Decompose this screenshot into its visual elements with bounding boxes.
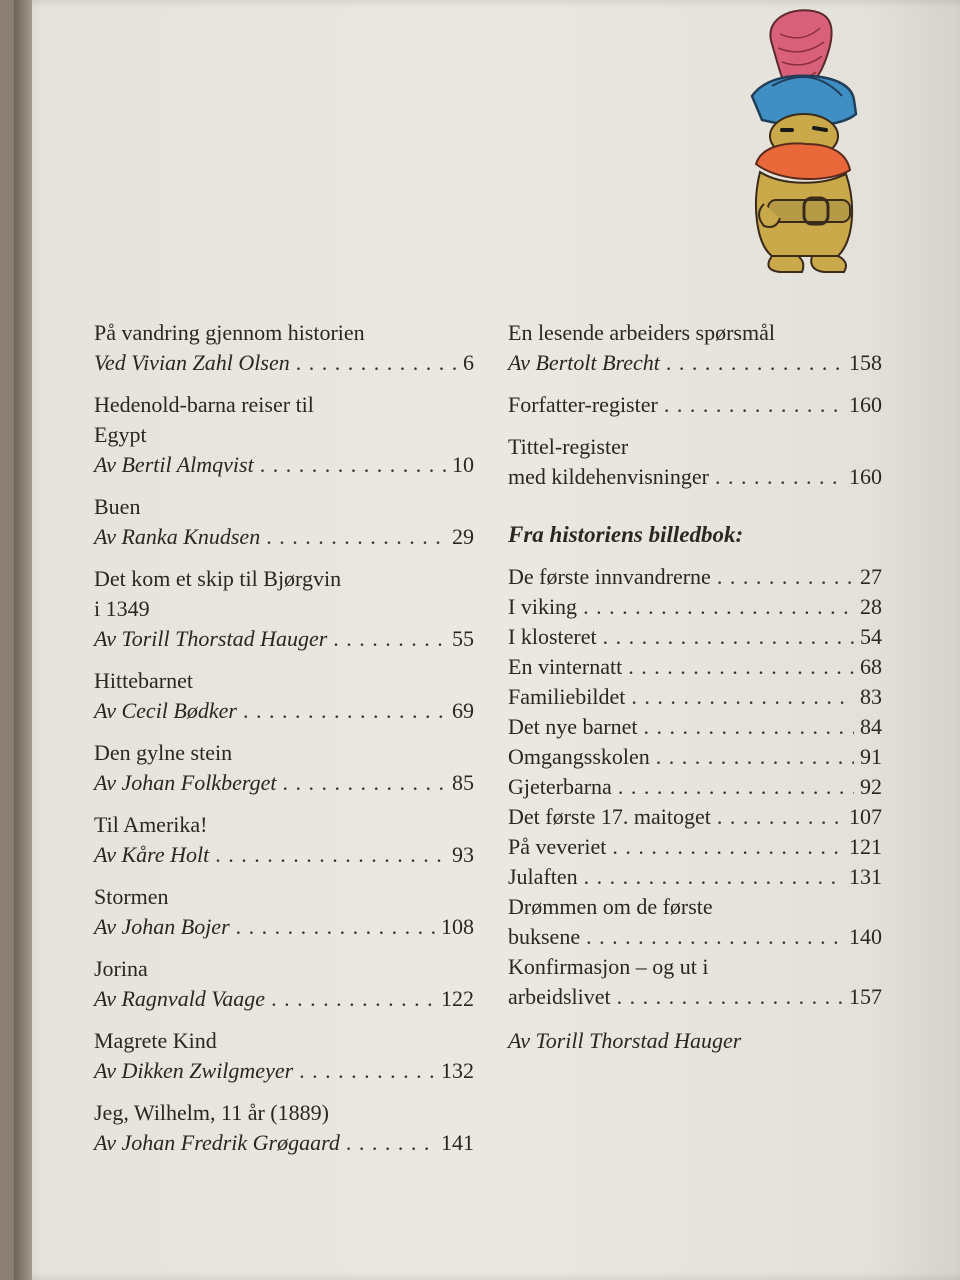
entry-author: Av Kåre Holt — [94, 842, 210, 867]
entry-title: Den gylne stein — [94, 740, 233, 765]
entry-title: Det kom et skip til Bjørgvin — [94, 566, 342, 591]
toc-entry — [94, 492, 474, 552]
toc-right-column — [508, 318, 882, 1056]
entry-page: 6 — [463, 350, 474, 375]
entry-author: Av Ragnvald Vaage — [94, 986, 266, 1011]
entry-author: Av Dikken Zwilgmeyer — [94, 1058, 294, 1083]
entry-title: Tittel-register — [508, 434, 629, 459]
entry-author: Av Cecil Bødker — [94, 698, 237, 723]
list-item: En vinternatt . . . 68 — [508, 652, 882, 682]
entry-title: Jeg, Wilhelm, 11 år (1889) — [94, 1100, 329, 1125]
list-item: Drømmen om de første buksene . . . 140 — [508, 892, 882, 952]
entry-author: Av Ranka Knudsen — [94, 524, 261, 549]
toc-entry — [508, 390, 882, 420]
list-item: Julaften . . . 131 — [508, 862, 882, 892]
toc-entry — [94, 954, 474, 1014]
entry-title: Magrete Kind — [94, 1028, 217, 1053]
entry-title: Egypt — [94, 422, 147, 447]
entry-page: 29 — [452, 524, 474, 549]
entry-title: Hedenold-barna reiser til — [94, 392, 314, 417]
entry-author: Av Torill Thorstad Hauger — [94, 626, 328, 651]
toc-entry — [508, 432, 882, 492]
entry-title: Hittebarnet — [94, 668, 193, 693]
entry-author: Ved Vivian Zahl Olsen — [94, 350, 290, 375]
book-page — [14, 0, 960, 1280]
entry-title: Stormen — [94, 884, 169, 909]
list-item: På veveriet . . . 121 — [508, 832, 882, 862]
toc-entry — [94, 738, 474, 798]
entry-title: Buen — [94, 494, 141, 519]
entry-title: En lesende arbeiders spørsmål — [508, 320, 775, 345]
entry-page: 141 — [441, 1130, 474, 1155]
entry-page: 55 — [452, 626, 474, 651]
list-item: Konfirmasjon – og ut i arbeidslivet . . . 157 — [508, 952, 882, 1012]
toc-entry — [94, 882, 474, 942]
toc-entry — [94, 1098, 474, 1158]
entry-page: 69 — [452, 698, 474, 723]
entry-author: Av Bertolt Brecht — [508, 350, 660, 375]
entry-title: Jorina — [94, 956, 148, 981]
toc-entry — [94, 810, 474, 870]
entry-page: 132 — [441, 1058, 474, 1083]
entry-page: 108 — [441, 914, 474, 939]
book-spine — [14, 0, 32, 1280]
list-item: De første innvandrerne . . . 27 — [508, 562, 882, 592]
entry-page: 160 — [849, 392, 882, 417]
entry-title: i 1349 — [94, 596, 150, 621]
entry-page: 160 — [849, 464, 882, 489]
toc-left-column — [94, 318, 474, 1170]
list-item: Omgangsskolen . . . 91 — [508, 742, 882, 772]
toc-entry — [94, 390, 474, 480]
entry-author: Av Johan Folkberget — [94, 770, 277, 795]
entry-page: 122 — [441, 986, 474, 1011]
entry-page: 158 — [849, 350, 882, 375]
illustrations-author: Av Torill Thorstad Hauger — [508, 1028, 742, 1053]
toc-entry — [94, 1026, 474, 1086]
entry-subtitle: med kildehenvisninger — [508, 464, 710, 489]
list-item: I klosteret . . . 54 — [508, 622, 882, 652]
list-item: Familiebildet . . . 83 — [508, 682, 882, 712]
toc-entry — [94, 318, 474, 378]
entry-page: 85 — [452, 770, 474, 795]
entry-page: 10 — [452, 452, 474, 477]
entry-page: 93 — [452, 842, 474, 867]
entry-author: Av Bertil Almqvist — [94, 452, 254, 477]
list-item: Gjeterbarna . . . 92 — [508, 772, 882, 802]
entry-author: Av Johan Fredrik Grøgaard — [94, 1130, 340, 1155]
toc-entry — [508, 318, 882, 378]
entry-title: Forfatter-register — [508, 392, 658, 417]
section-heading: Fra historiens billedbok: — [508, 522, 744, 547]
list-item: I viking . . . 28 — [508, 592, 882, 622]
entry-author: Av Johan Bojer — [94, 914, 230, 939]
list-item: Det første 17. maitoget . . . 107 — [508, 802, 882, 832]
toc-entry — [94, 564, 474, 654]
entry-title: Til Amerika! — [94, 812, 208, 837]
illustration-figure — [742, 4, 864, 276]
entry-title: På vandring gjennom historien — [94, 320, 365, 345]
toc-entry — [94, 666, 474, 726]
list-item: Det nye barnet . . . 84 — [508, 712, 882, 742]
